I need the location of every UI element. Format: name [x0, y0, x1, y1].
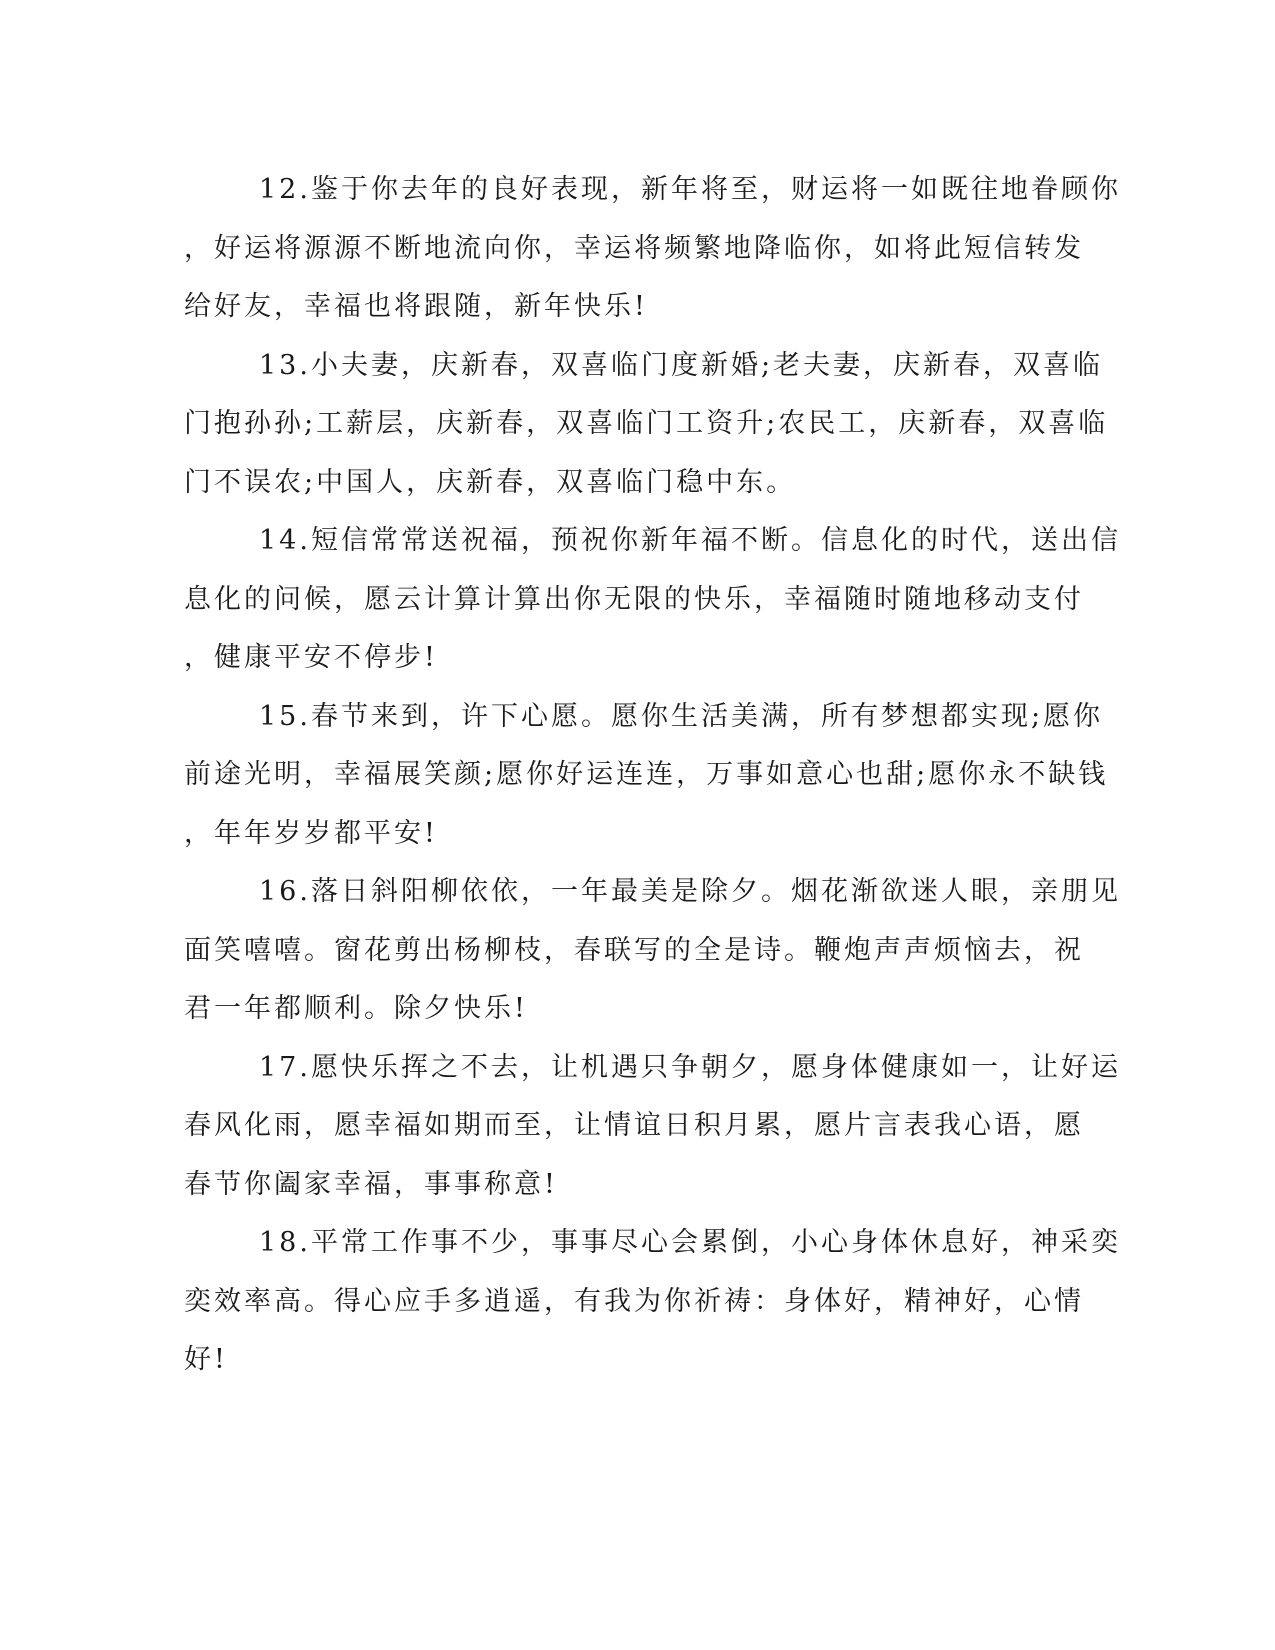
document-body — [184, 161, 1121, 1390]
paragraph-line: 面笑嘻嘻。窗花剪出杨柳枝，春联写的全是诗。鞭炮声声烦恼去，祝 — [184, 934, 1084, 966]
paragraph-line: 17.愿快乐挥之不去，让机遇只争朝夕，愿身体健康如一，让好运 — [259, 1051, 1121, 1083]
paragraph-line: ，健康平安不停步! — [184, 642, 438, 673]
paragraph-line: 给好友，幸福也将跟随，新年快乐! — [184, 291, 648, 322]
paragraph-line: 18.平常工作事不少，事事尽心会累倒，小心身体休息好，神采奕 — [259, 1227, 1121, 1258]
paragraph-line: ，年年岁岁都平安! — [184, 817, 438, 849]
paragraph-line: 13.小夫妻，庆新春，双喜临门度新婚;老夫妻，庆新春，双喜临 — [259, 349, 1104, 381]
paragraph-line: ，好运将源源不断地流向你，幸运将频繁地降临你，如将此短信转发 — [184, 232, 1084, 264]
paragraph-16 — [184, 863, 1121, 1039]
paragraph-line: 门抱孙孙;工薪层，庆新春，双喜临门工资升;农民工，庆新春，双喜临 — [184, 408, 1109, 439]
paragraph-line: 君一年都顺利。除夕快乐! — [184, 993, 528, 1024]
paragraph-line: 前途光明，幸福展笑颜;愿你好运连连，万事如意心也甜;愿你永不缺钱 — [184, 759, 1109, 790]
paragraph-14 — [184, 512, 1121, 688]
paragraph-15 — [184, 688, 1109, 864]
paragraph-18 — [184, 1214, 1121, 1390]
paragraph-line: 奕效率高。得心应手多逍遥，有我为你祈祷：身体好，精神好，心情 — [184, 1285, 1084, 1317]
paragraph-line: 16.落日斜阳柳依依，一年最美是除夕。烟花渐欲迷人眼，亲朋见 — [259, 876, 1121, 907]
paragraph-line: 好! — [184, 1344, 228, 1375]
paragraph-line: 12.鉴于你去年的良好表现，新年将至，财运将一如既往地眷顾你 — [259, 174, 1121, 205]
paragraph-17 — [184, 1039, 1121, 1215]
paragraph-13 — [184, 337, 1109, 513]
paragraph-line: 15.春节来到，许下心愿。愿你生活美满，所有梦想都实现;愿你 — [259, 700, 1104, 732]
paragraph-line: 门不误农;中国人，庆新春，双喜临门稳中东。 — [184, 466, 797, 498]
paragraph-line: 14.短信常常送祝福，预祝你新年福不断。信息化的时代，送出信 — [259, 525, 1121, 556]
paragraph-line: 春节你阖家幸福，事事称意! — [184, 1168, 558, 1200]
paragraph-12 — [184, 161, 1121, 337]
paragraph-line: 息化的问候，愿云计算计算出你无限的快乐，幸福随时随地移动支付 — [184, 583, 1084, 615]
paragraph-line: 春风化雨，愿幸福如期而至，让情谊日积月累，愿片言表我心语，愿 — [184, 1110, 1084, 1141]
